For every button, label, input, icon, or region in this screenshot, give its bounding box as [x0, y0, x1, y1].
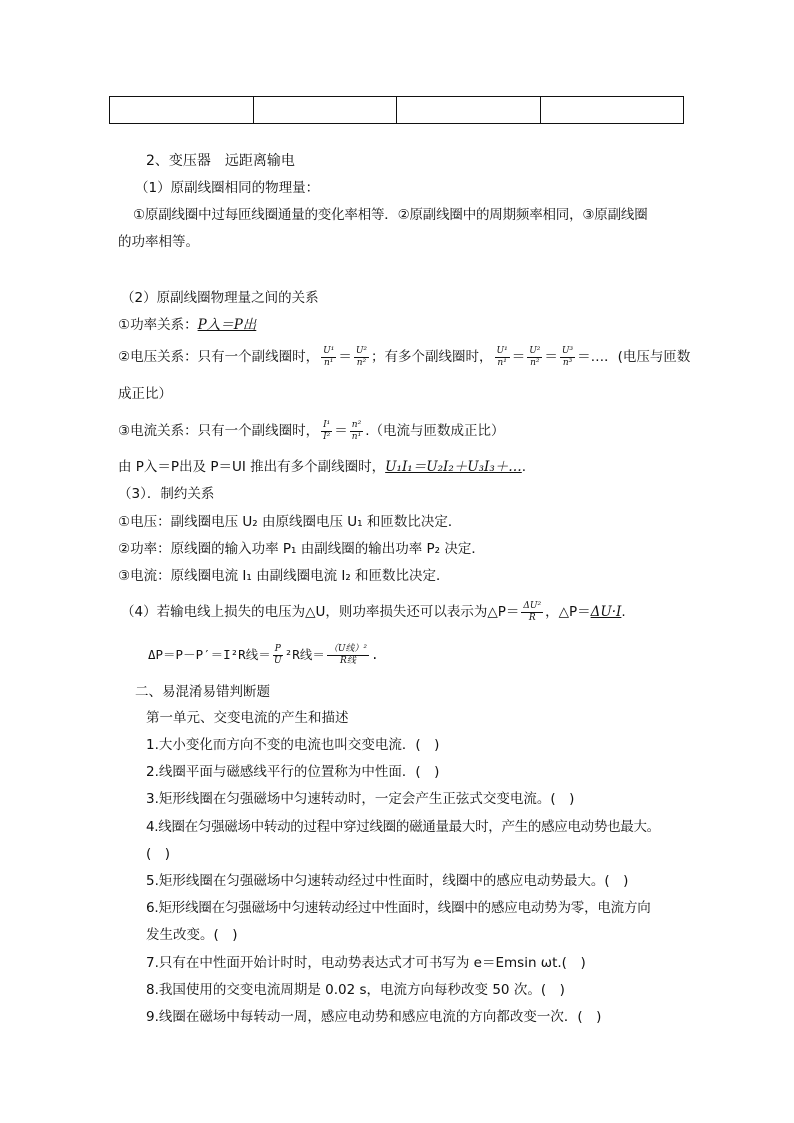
denominator: n¹ — [324, 357, 334, 368]
subheading-4 — [121, 599, 626, 625]
formula: P入＝P出 — [197, 317, 257, 333]
numerator: U³ — [561, 345, 574, 356]
label: ③电流关系：只有一个副线圈时， — [118, 423, 320, 439]
subheading-3: （3）．制约关系 — [118, 486, 215, 502]
numerator: ΔU² — [523, 600, 542, 611]
denominator: n² — [356, 357, 367, 368]
formula: U₁I₁＝U₂I₂＋U₃I₃＋… — [385, 459, 522, 475]
power-relation — [118, 316, 256, 334]
fraction — [273, 645, 283, 666]
current-relation — [118, 418, 504, 444]
denominator: n¹ — [351, 431, 362, 442]
fraction — [495, 347, 510, 368]
text: . — [521, 459, 527, 475]
label: ①功率关系： — [118, 317, 198, 333]
text: ²R线＝ — [284, 647, 325, 662]
question-8: 8.我国使用的交变电流周期是 0.02 s，电流方向每秒改变 50 次。( ) — [146, 982, 565, 998]
text: ΔP＝P－P′＝I²R线＝ — [148, 647, 271, 662]
fraction — [560, 347, 575, 368]
text: （4）若输电线上损失的电压为△U，则功率损失还可以表示为△P＝ — [121, 604, 520, 620]
numerator: n² — [351, 419, 362, 430]
part-heading: 二、易混淆易错判断题 — [135, 684, 270, 700]
label: ②电压关系：只有一个副线圈时， — [118, 349, 320, 365]
text: .（电流与匝数成正比） — [365, 423, 505, 439]
fraction — [527, 347, 542, 368]
denominator: n¹ — [497, 357, 507, 368]
voltage-relation — [118, 344, 690, 370]
equals: ＝ — [511, 349, 526, 365]
fraction — [521, 602, 543, 623]
text: ；有多个副线圈时， — [371, 349, 493, 365]
text: . — [621, 604, 626, 620]
denominator: R线 — [340, 656, 356, 666]
denominator: U — [273, 656, 282, 666]
numerator: （U线）² — [328, 644, 368, 654]
equals: ＝ — [334, 423, 348, 439]
table-cell — [110, 97, 254, 123]
denominator: I² — [323, 431, 331, 442]
text: ＝…．(电压与匝数 — [577, 349, 691, 365]
question-7: 7.只有在中性面开始计时时，电动势表达式才可书写为 e＝Emsin ωt.( ) — [146, 955, 586, 971]
numerator: U² — [355, 345, 368, 356]
table-cell — [397, 97, 541, 123]
numerator: P — [274, 644, 281, 654]
question-2: 2.线圈平面与磁感线平行的位置称为中性面．( ) — [146, 764, 440, 780]
numerator: I¹ — [323, 419, 331, 430]
empty-table-row — [109, 96, 684, 124]
question-9: 9.线圈在磁场中每转动一周，感应电动势和感应电流的方向都改变一次．( ) — [146, 1009, 602, 1025]
constraint-current: ③电流：原线圈电流 I₁ 由副线圈电流 I₂ 和匝数比决定． — [118, 568, 450, 584]
power-loss-formula — [148, 640, 379, 670]
question-3: 3.矩形线圈在匀强磁场中匀速转动时，一定会产生正弦式交变电流。( ) — [146, 791, 575, 807]
numerator: U² — [529, 345, 541, 356]
fraction — [327, 645, 369, 666]
derivation-line — [118, 458, 526, 476]
paragraph-line: 成正比） — [118, 386, 172, 402]
fraction — [321, 421, 332, 442]
table-cell — [541, 97, 684, 123]
question-5: 5.矩形线圈在匀强磁场中匀速转动经过中性面时，线圈中的感应电动势最大。( ) — [146, 873, 629, 889]
question-4-answer: ( ) — [146, 846, 171, 862]
formula: ΔU·I — [590, 604, 622, 620]
text: . — [371, 647, 379, 662]
question-6: 6.矩形线圈在匀强磁场中匀速转动经过中性面时，线圈中的感应电动势为零，电流方向 — [146, 900, 651, 916]
question-1: 1.大小变化而方向不变的电流也叫交变电流．( ) — [146, 737, 440, 753]
text: 由 P入＝P出及 P＝UI 推出有多个副线圈时， — [118, 459, 386, 475]
denominator: R — [528, 612, 536, 623]
fraction — [354, 347, 369, 368]
fraction — [350, 421, 363, 442]
paragraph-line: ①原副线圈中过每匝线圈通量的变化率相等．②原副线圈中的周期频率相同，③原副线圈 — [133, 207, 648, 223]
question-6-cont: 发生改变。( ) — [146, 927, 238, 943]
subheading-2: （2）原副线圈物理量之间的关系 — [121, 290, 319, 306]
numerator: U¹ — [323, 345, 335, 356]
constraint-voltage: ①电压：副线圈电压 U₂ 由原线圈电压 U₁ 和匝数比决定． — [118, 514, 462, 530]
constraint-power: ②功率：原线圈的输入功率 P₁ 由副线圈的输出功率 P₂ 决定． — [118, 541, 485, 557]
unit-heading: 第一单元、交变电流的产生和描述 — [146, 710, 349, 726]
denominator: n² — [530, 357, 540, 368]
section-heading: 2、变压器 远距离输电 — [146, 153, 295, 169]
text: ，△P＝ — [545, 604, 591, 620]
subheading-1: （1）原副线圈相同的物理量： — [135, 180, 320, 196]
numerator: U¹ — [496, 345, 508, 356]
denominator: n³ — [562, 357, 573, 368]
paragraph-line: 的功率相等。 — [118, 234, 199, 250]
question-4: 4.线圈在匀强磁场中转动的过程中穿过线圈的磁通量最大时，产生的感应电动势也最大。 — [146, 819, 660, 835]
equals: ＝ — [544, 349, 558, 365]
table-cell — [254, 97, 398, 123]
fraction — [321, 347, 336, 368]
equals: ＝ — [338, 349, 352, 365]
